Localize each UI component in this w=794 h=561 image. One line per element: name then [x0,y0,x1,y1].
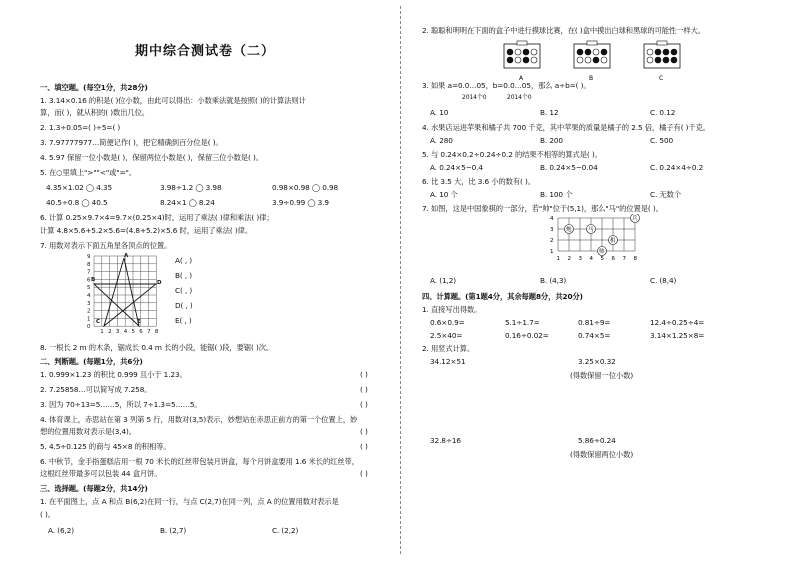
choice-7-option-b: B. (4,3) [540,276,567,285]
choice-3-option-c: C. 0.12 [650,108,676,117]
choice-5-option-a: A. 0.24×5−0.4 [430,163,483,172]
white-ball [601,57,607,63]
compare-5: 8.24×1 ◯ 8.24 [160,198,215,207]
grid-y-label: 5 [87,285,91,292]
box-slot [587,41,597,45]
choice-1-option-a: A. (6,2) [48,526,75,535]
grid-y-label: 7 [87,269,91,276]
judge-mark: ( ) [360,400,368,409]
q1-3: 3. 7.97777977…简便记作( )，把它精确到百分位是( )。 [40,138,223,147]
ball-box [644,44,680,68]
judge-1: 1. 0.999×1.23 的积比 0.999 且小于 1.23。 [40,370,187,379]
compare-6: 3.9÷0.99 ◯ 3.9 [272,198,329,207]
judge-3: 3. 因为 70÷13=5……5，所以 7÷1.3=5……5。 [40,400,202,409]
q1-5: 5. 在○里填上">""<"或"="。 [40,168,137,177]
box-label: B [589,75,594,82]
choice-4-option-c: C. 500 [650,136,674,145]
black-ball [671,49,677,55]
choice-1b: ( )。 [40,510,55,519]
calc-2-heading: 2. 用竖式计算。 [422,344,475,353]
judge-mark: ( ) [360,469,368,478]
q1-4: 4. 5.97 保留一位小数是( )，保留两位小数是( )，保留三位小数是( )。 [40,153,263,162]
choice-4: 4. 水果店运进苹果和橘子共 700 千克，其中苹果的质量是橘子的 2.5 倍，橘子有( )千克。 [422,123,710,132]
grid-y-label: 4 [87,293,91,299]
q1-2: 2. 1.3÷0.05=( )÷5=( ) [40,123,121,132]
column-divider [400,6,401,554]
choice-7: 7. 如图，这是中国象棋的一部分，若"帅"位于(5,1)，那么"马"的位置是( )。 [422,204,663,213]
choice-2: 2. 聪聪和明明在下面的盒子中进行摸球比赛，在( )盒中摸出白球和黑球的可能性一样大。 [422,26,705,35]
black-ball [523,49,529,55]
board-y-label: 4 [550,216,554,222]
board-x-label: 8 [633,256,637,262]
calc-item: 2.5×40= [430,331,463,340]
choice-6-option-a: A. 10 个 [430,190,458,199]
box-slot [517,41,527,45]
choice-6-option-c: C. 无数个 [650,190,682,199]
choice-1a: 1. 在平面图上，点 A 和点 B(6,2)在同一行，与点 C(2,7)在同一列，点 A 的位置用数对表示是 [40,497,339,506]
calc-item: 0.6×0.9= [430,318,465,327]
board-x-label: 7 [622,256,626,262]
judge-mark: ( ) [360,370,368,379]
calc-item: 3.14×1.25×8= [650,331,705,340]
zeros-label-a: 2014个0 [462,94,487,101]
black-ball [655,57,661,63]
choice-7-option-c: C. (8,4) [650,276,677,285]
answer-d: D( , ) [175,301,193,310]
choice-3-option-b: B. 12 [540,108,559,117]
white-ball [647,49,653,55]
section-4-heading: 四、计算题。(第1题4分，其余每题8分，共20分) [422,292,583,301]
q1-6a: 6. 计算 0.25×9.7×4=9.7×(0.25×4)时，运用了乘法( )律和乘法( )律； [40,213,274,222]
board-x-label: 3 [578,256,582,262]
q1-7: 7. 用数对表示下面五角星各顶点的位置。 [40,241,172,250]
star-vertex-label: A [124,253,129,259]
q1-6b: 计算 4.8×5.6+5.2×5.6=(4.8+5.2)×5.6 时，运用了乘法( )律。 [40,226,253,235]
white-ball [647,57,653,63]
grid-y-label: 6 [87,277,91,284]
section-2-heading: 二、判断题。(每题1分，共6分) [40,357,143,366]
black-ball [601,49,607,55]
calc-item: 12.4÷0.25÷4= [650,318,705,327]
grid-y-label: 3 [87,300,91,307]
choice-1-option-b: B. (2,7) [160,526,187,535]
choice-5-option-b: B. 0.24×5−0.04 [540,163,598,172]
grid-x-label: 6 [139,329,143,336]
judge-5: 5. 4.5÷0.125 的商与 45×8 的积相等。 [40,442,171,451]
vertical-calc-4: 5.86÷0.24 [578,436,616,445]
choice-4-option-a: A. 280 [430,136,453,145]
black-ball [663,57,669,63]
calc-1-heading: 1. 直接写出得数。 [422,305,482,314]
white-ball [515,57,521,63]
vertical-calc-2-note: (得数保留一位小数) [570,371,634,380]
black-ball [655,49,661,55]
star-vertex-label: C [96,319,101,325]
grid-y-label: 2 [87,308,91,315]
judge-4b: 想的位置用数对表示是(3,4)。 [40,427,136,436]
grid-x-label: 8 [154,329,159,336]
calc-item: 5.1÷1.7= [505,318,540,327]
star-vertex-label: E [137,319,141,325]
black-ball [523,57,529,63]
board-x-label: 6 [611,256,615,262]
chess-piece-label: 帅 [599,249,605,255]
star-grid-figure [84,252,174,337]
compare-1: 4.35×1.02 ◯ 4.35 [46,183,113,192]
grid-x-label: 7 [147,329,151,336]
judge-mark: ( ) [360,442,368,451]
grid-x-label: 4 [123,329,128,336]
answer-a: A( , ) [175,256,193,265]
choice-5: 5. 与 0.24×0.2÷0.24÷0.2 的结果不相等的算式是( )。 [422,150,602,159]
chess-piece-label: 兵 [632,216,638,222]
board-y-label: 2 [550,238,554,244]
grid-y-label: 1 [87,316,91,323]
black-ball [507,49,513,55]
chess-piece-label: 相 [610,238,616,244]
white-ball [531,49,537,55]
vertical-calc-2: 3.25×0.32 [578,357,616,366]
box-label: A [519,75,524,82]
judge-mark: ( ) [360,427,368,436]
zeros-label-b: 2014个0 [507,94,532,101]
page-title: 期中综合测试卷（二） [135,44,276,59]
judge-2: 2. 7.25858…可以简写成 7.258。 [40,385,152,394]
black-ball [577,49,583,55]
black-ball [585,49,591,55]
board-y-label: 3 [550,227,554,233]
white-ball [585,57,591,63]
choice-7-option-a: A. (1,2) [430,276,457,285]
vertical-calc-1: 34.12×51 [430,357,466,366]
chess-piece-label: 炮 [566,227,572,233]
black-ball [663,49,669,55]
q1-1b: 算，而( )，就从积的( )数出几位。 [40,108,149,117]
white-ball [531,57,537,63]
chess-piece-label: 马 [588,227,594,233]
grid-y-label: 9 [87,254,91,260]
judge-6b: 这根红丝带最多可以包装 44 盒月饼。 [40,469,162,478]
choice-4-option-b: B. 200 [540,136,563,145]
choice-1-option-c: C. (2,2) [272,526,299,535]
white-ball [515,49,521,55]
compare-2: 3.98÷1.2 ◯ 3.98 [160,183,222,192]
board-x-label: 1 [556,256,560,262]
grid-x-label: 1 [100,329,104,336]
choice-3: 3. 如果 a=0.0…05，b=0.0…05，那么 a÷b=( )。 [422,81,591,90]
black-ball [593,57,599,63]
grid-x-label: 5 [131,329,135,336]
answer-b: B( , ) [175,271,193,280]
calc-item: 0.16÷0.02= [505,331,549,340]
calc-item: 0.74×5= [578,331,611,340]
choice-6-option-b: B. 100 个 [540,190,573,199]
board-y-label: 1 [550,249,554,255]
star-vertex-label: B [91,277,96,283]
choice-6: 6. 比 3.5 大，比 3.6 小的数有( )。 [422,177,535,186]
section-3-heading: 三、选择题。(每题2分，共14分) [40,484,148,493]
grid-x-label: 2 [108,329,112,336]
white-ball [577,57,583,63]
section-1-heading: 一、填空题。(每空1分，共28分) [40,83,148,92]
grid-x-label: 3 [115,329,120,336]
compare-4: 40.5÷0.8 ◯ 40.5 [46,198,108,207]
box-label: C [659,75,664,82]
answer-e: E( , ) [175,316,192,325]
judge-6a: 6. 中秋节，金手指蛋糕店用一根 70 米长的红丝带包装月饼盒，每个月饼盒要用 1.6 米长的红丝带， [40,457,359,466]
grid-y-label: 0 [87,324,91,331]
ball-box [504,44,540,68]
star-vertex-label: D [157,280,162,286]
box-slot [657,41,667,45]
q1-8: 8. 一根长 2 m 的木条，锯成长 0.4 m 长的小段，能锯( )段，要锯( )次。 [40,343,274,352]
chess-board-figure [550,214,650,272]
grid-y-label: 8 [87,261,91,268]
judge-4a: 4. 体育课上，赤思站在第 3 列第 5 行，用数对(3,5)表示，妙想站在赤思正前方的第一个位置上，妙 [40,415,358,424]
choice-5-option-c: C. 0.24×4÷0.2 [650,163,704,172]
board-x-label: 2 [567,256,571,262]
board-x-label: 5 [600,256,604,262]
choice-3-option-a: A. 10 [430,108,449,117]
black-ball [507,57,513,63]
q1-1a: 1. 3.14×0.16 的积是( )位小数，由此可以得出：小数乘法就是按照( )的计算法则计 [40,96,306,105]
vertical-calc-3: 32.8÷16 [430,436,461,445]
ball-box [574,44,610,68]
vertical-calc-4-note: (得数保留两位小数) [570,450,634,459]
board-x-label: 4 [589,256,593,262]
black-ball [671,57,677,63]
judge-mark: ( ) [360,385,368,394]
calc-item: 0.81÷9= [578,318,611,327]
compare-3: 0.98×0.98 ◯ 0.98 [272,183,339,192]
answer-c: C( , ) [175,286,193,295]
white-ball [593,49,599,55]
